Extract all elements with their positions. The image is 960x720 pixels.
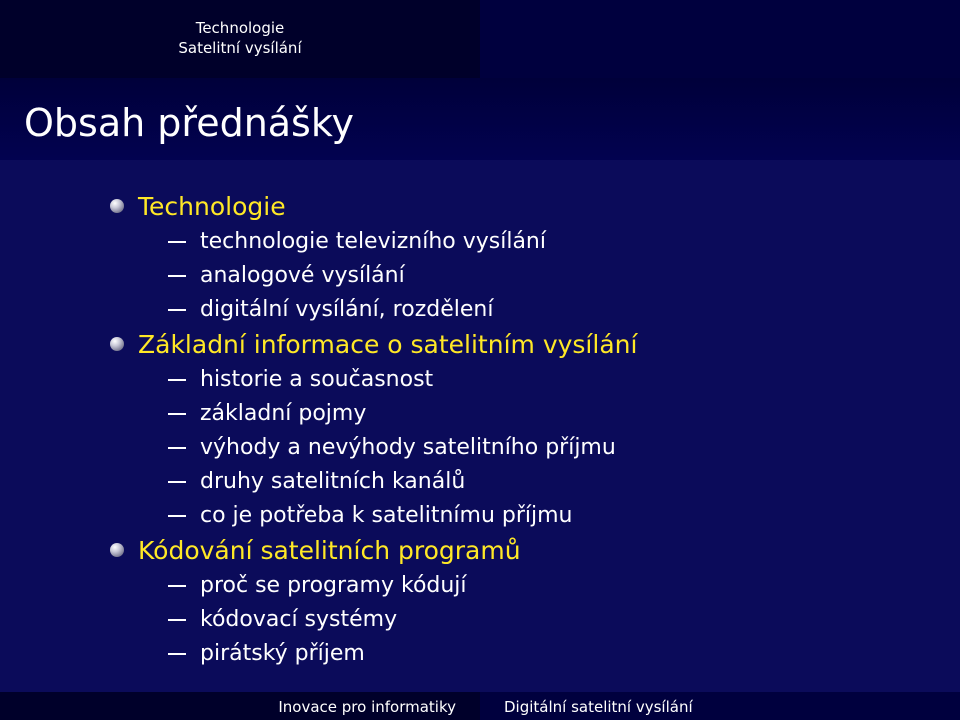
outline-list <box>110 190 930 672</box>
outline-subitem <box>110 500 930 534</box>
footline-left <box>0 692 480 720</box>
outline-subitem-label: kódovací systémy <box>200 607 398 632</box>
outline-subitem <box>110 294 930 328</box>
nav-section-link[interactable]: Technologie <box>195 19 285 37</box>
outline-subitem <box>110 466 930 500</box>
dash-icon <box>168 379 186 381</box>
dash-icon <box>168 585 186 587</box>
outline-subitem-label: výhody a nevýhody satelitního příjmu <box>200 435 616 460</box>
outline-subitem-label: historie a současnost <box>200 367 434 392</box>
outline-subitem <box>110 398 930 432</box>
ball-bullet-icon <box>110 199 124 213</box>
headline-left <box>0 0 480 78</box>
dash-icon <box>168 619 186 621</box>
ball-bullet-icon <box>110 337 124 351</box>
footer-title: Digitální satelitní vysílání <box>504 698 693 716</box>
outline-subitem-label: pirátský příjem <box>200 641 365 666</box>
headline-right <box>480 0 960 78</box>
footline-right <box>480 692 960 720</box>
outline-subitem <box>110 260 930 294</box>
outline-subitem-label: proč se programy kódují <box>200 573 467 598</box>
outline-subitem <box>110 570 930 604</box>
footer-author: Inovace pro informatiky <box>278 698 456 716</box>
outline-item <box>110 534 930 570</box>
outline-item-label: Kódování satelitních programů <box>138 536 521 565</box>
frame-title: Obsah přednášky <box>24 101 354 145</box>
dash-icon <box>168 275 186 277</box>
footline <box>0 692 960 720</box>
nav-subsection-link[interactable]: Satelitní vysílání <box>178 39 302 57</box>
outline-subitem-label: analogové vysílání <box>200 263 405 288</box>
dash-icon <box>168 241 186 243</box>
outline-item-label: Základní informace o satelitním vysílání <box>138 330 638 359</box>
dash-icon <box>168 413 186 415</box>
outline-item <box>110 328 930 364</box>
dash-icon <box>168 309 186 311</box>
outline-subitem <box>110 604 930 638</box>
outline-subitem <box>110 226 930 260</box>
dash-icon <box>168 481 186 483</box>
dash-icon <box>168 653 186 655</box>
outline-subitem <box>110 432 930 466</box>
outline-subitem <box>110 364 930 398</box>
outline-subitem-label: druhy satelitních kanálů <box>200 469 466 494</box>
ball-bullet-icon <box>110 543 124 557</box>
outline-subitem-label: technologie televizního vysílání <box>200 229 546 254</box>
outline-subitem-label: co je potřeba k satelitnímu příjmu <box>200 503 573 528</box>
outline-item-label: Technologie <box>138 192 286 221</box>
dash-icon <box>168 447 186 449</box>
outline-subitem-label: digitální vysílání, rozdělení <box>200 297 494 322</box>
headline <box>0 0 960 78</box>
outline-subitem <box>110 638 930 672</box>
outline-subitem-label: základní pojmy <box>200 401 367 426</box>
outline-item <box>110 190 930 226</box>
dash-icon <box>168 515 186 517</box>
